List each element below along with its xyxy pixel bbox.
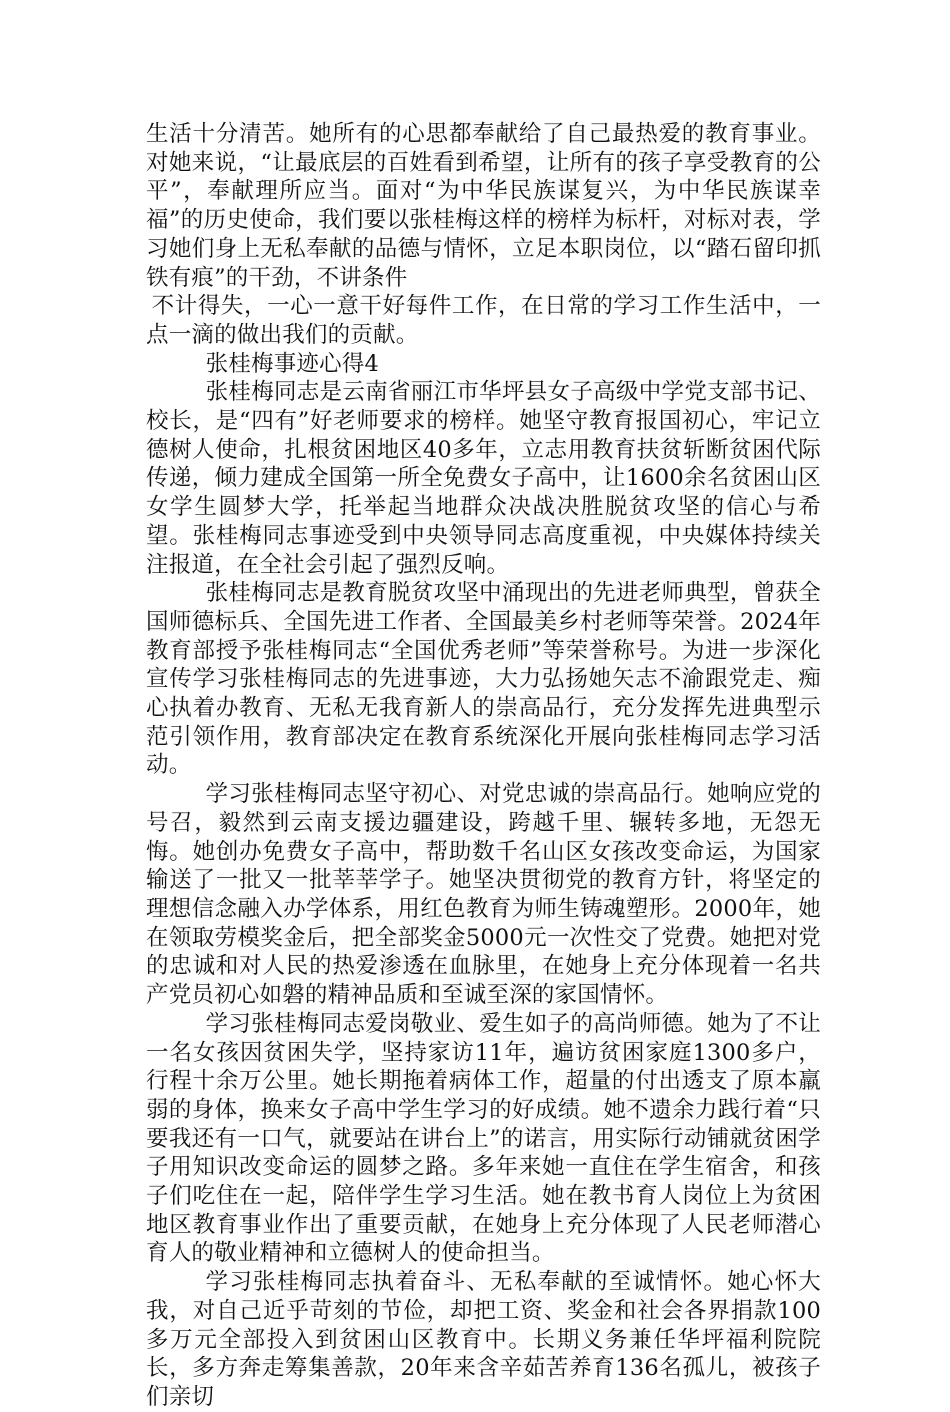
paragraph-dedication: 学习张桂梅同志爱岗敬业、爱生如子的高尚师德。她为了不让一名女孩因贫困失学，坚持家访11年，遍访贫困家庭1300多户，行程十余万公里。她长期拖着病体工作，超量的付出透支了原本羸弱的身体，换来女子高中学生学习的好成绩。她不遗余力践行着“只要我还有一口气，就要站在讲台上”的诺言，用实际行动铺就贫困学子用知识改变命运的圆梦之路。多年来她一直住在学生宿舍，和孩子们吃住在一起，陪伴学生学习生活。她在教书育人岗位上为贫困地区教育事业作出了重要贡献，在她身上充分体现了人民老师潜心育人的敬业精神和立德树人的使命担当。 <box>146 1010 821 1267</box>
paragraph-continuation: 生活十分清苦。她所有的心思都奉献给了自己最热爱的教育事业。对她来说，“让最底层的百姓看到希望，让所有的孩子享受教育的公平”，奉献理所应当。面对“为中华民族谋复兴，为中华民族谋幸福”的历史使命，我们要以张桂梅这样的榜样为标杆，对标对表，学习她们身上无私奉献的品德与情怀，立足本职岗位，以“踏石留印抓铁有痕”的干劲，不讲条件 <box>146 121 821 291</box>
paragraph-honors: 张桂梅同志是教育脱贫攻坚中涌现出的先进老师典型，曾获全国师德标兵、全国先进工作者、全国最美乡村老师等荣誉。2024年教育部授予张桂梅同志“全国优秀老师”等荣誉称号。为进一步深化宣传学习张桂梅同志的先进事迹，大力弘扬她矢志不渝跟党走、痴心执着办教育、无私无我育新人的崇高品行，充分发挥先进典型示范引领作用，教育部决定在教育系统深化开展向张桂梅同志学习活动。 <box>146 580 821 779</box>
paragraph-devotion: 学习张桂梅同志执着奋斗、无私奉献的至诚情怀。她心怀大我，对自己近乎苛刻的节俭，却把工资、奖金和社会各界捐款100多万元全部投入到贫困山区教育中。长期义务兼任华坪福利院院长，多方奔走筹集善款，20年来含辛茹苦养育136名孤儿，被孩子们亲切 <box>146 1269 821 1410</box>
paragraph-loyalty: 学习张桂梅同志坚守初心、对党忠诚的崇高品行。她响应党的号召，毅然到云南支援边疆建设，跨越千里、辗转多地，无怨无悔。她创办免费女子高中，帮助数千名山区女孩改变命运，为国家输送了一批又一批莘莘学子。她坚决贯彻党的教育方针，将坚定的理想信念融入办学体系，用红色教育为师生铸魂塑形。2000年，她在领取劳模奖金后，把全部奖金5000元一次性交了党费。她把对党的忠诚和对人民的热爱渗透在血脉里，在她身上充分体现着一名共产党员初心如磐的精神品质和至诚至深的家国情怀。 <box>146 781 821 1009</box>
section-heading: 张桂梅事迹心得4 <box>205 350 380 377</box>
paragraph-intro: 张桂梅同志是云南省丽江市华坪县女子高级中学党支部书记、校长，是“四有”好老师要求的榜样。她坚守教育报国初心，牢记立德树人使命，扎根贫困地区40多年，立志用教育扶贫斩断贫困代际传递，倾力建成全国第一所全免费女子高中，让1600余名贫困山区女学生圆梦大学，托举起当地群众决战决胜脱贫攻坚的信心与希望。张桂梅同志事迹受到中央领导同志高度重视，中央媒体持续关注报道，在全社会引起了强烈反响。 <box>146 379 821 578</box>
paragraph-continuation-tail: 不计得失，一心一意干好每件工作，在日常的学习工作生活中，一点一滴的做出我们的贡献。 <box>146 293 821 348</box>
document-body <box>146 120 821 1412</box>
